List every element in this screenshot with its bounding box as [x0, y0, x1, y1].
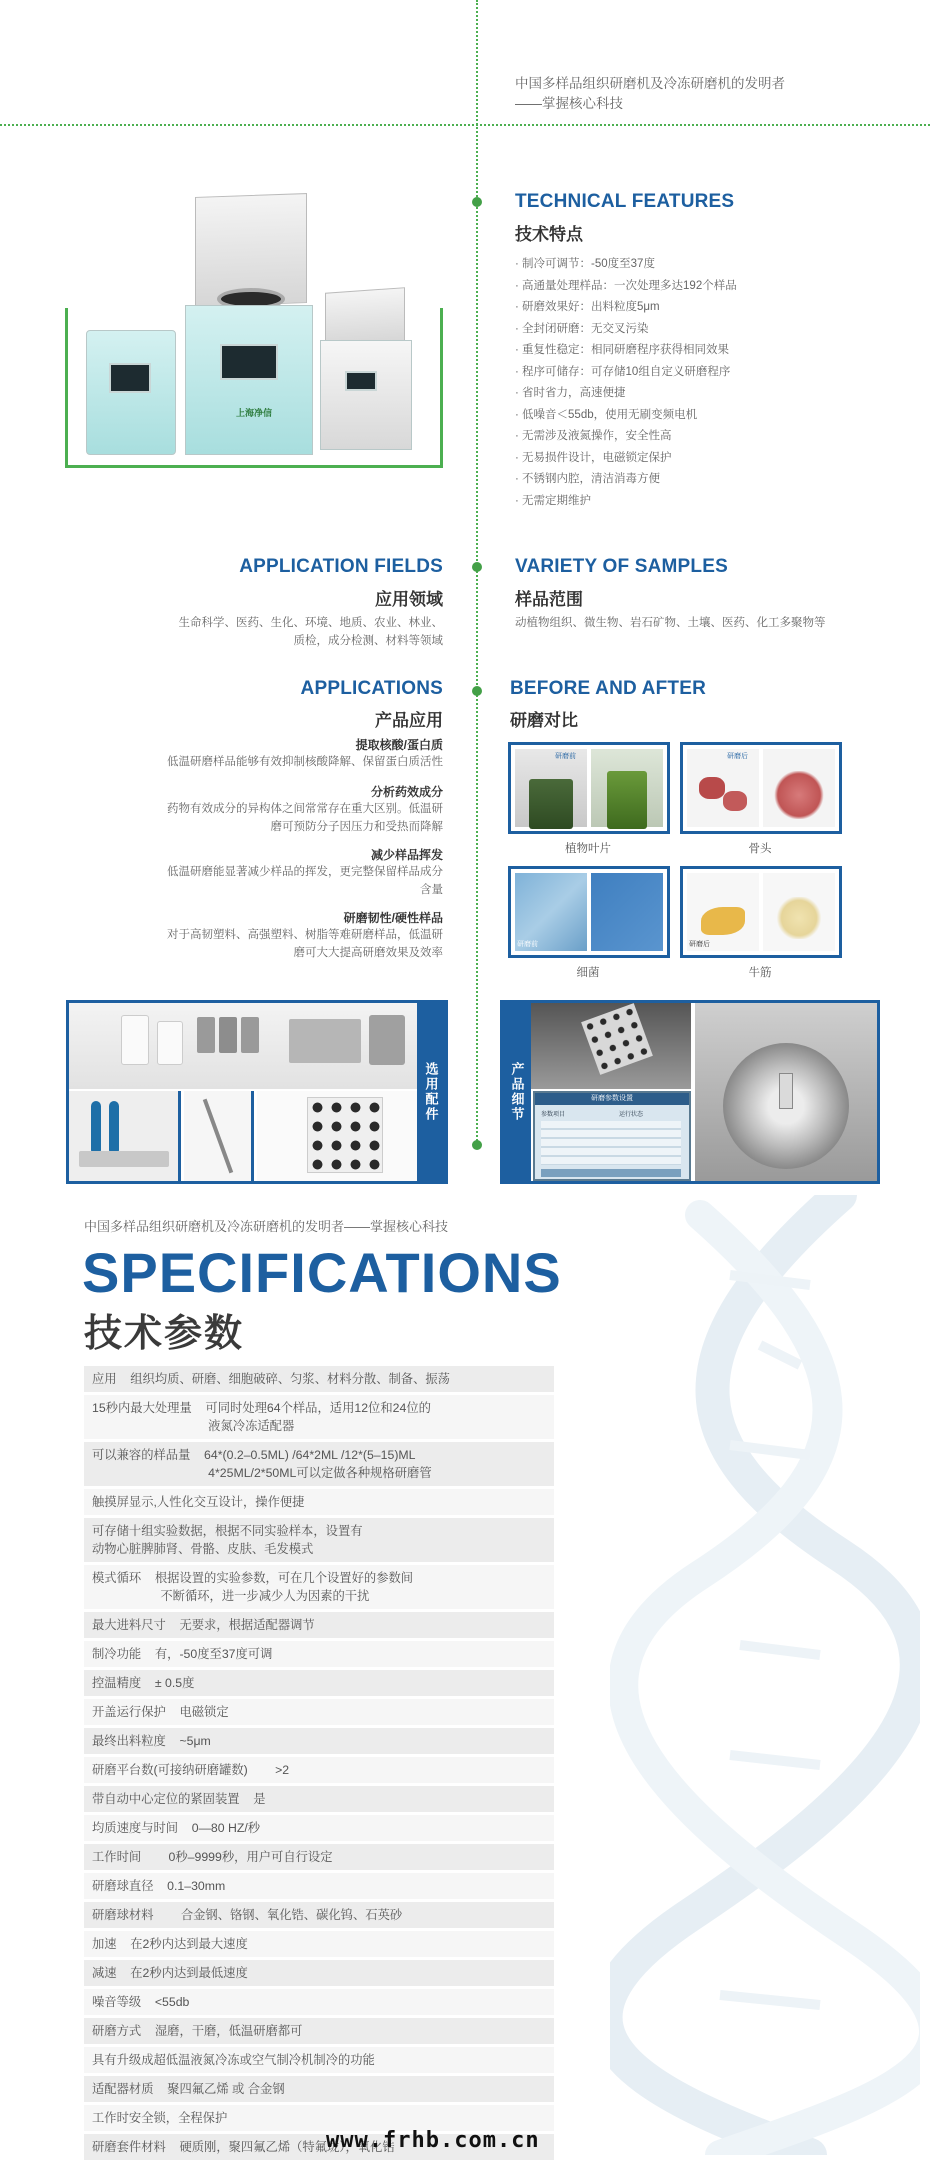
machine-logo: 上海净信: [236, 408, 273, 418]
sample-after-image: [763, 873, 835, 951]
application-fields-title-cn: 应用领域: [375, 590, 443, 609]
label-after: 研磨后: [727, 753, 748, 760]
tagline-line-2: ——掌握核心科技: [515, 96, 623, 111]
small-machine: [86, 330, 176, 455]
application-fields-text: [179, 614, 444, 650]
specifications-title-en: SPECIFICATIONS: [82, 1241, 562, 1304]
timeline-dot: [472, 1140, 482, 1150]
spec-row: 可存储十组实验数据，根据不同实验样本，设置有 动物心脏脾肺肾、骨骼、皮肤、毛发模式: [84, 1518, 554, 1562]
application-desc: 低温研磨能显著减少样品的挥发，更完整保留样品成分: [167, 866, 443, 878]
product-details-panel: [500, 1000, 880, 1184]
product-details-tab-label: 产品细节: [503, 1003, 531, 1181]
application-desc: 药物有效成分的异构体之间常常存在重大区别。低温研: [167, 803, 443, 815]
feature-item: · 重复性稳定：相同研磨程序获得相同效果: [515, 340, 737, 362]
spec-row: 均质速度与时间 0—80 HZ/秒: [84, 1815, 554, 1841]
spec-row: 减速 在2秒内达到最低速度: [84, 1960, 554, 1986]
accessories-tubes-image: [69, 1091, 181, 1181]
spec-row: 工作时间 0秒–9999秒，用户可自行设定: [84, 1844, 554, 1870]
header-tagline: [515, 74, 785, 114]
timeline-dot: [472, 686, 482, 696]
spec-row: 控温精度 ± 0.5度: [84, 1670, 554, 1696]
dna-helix-graphic: [610, 1195, 920, 2155]
feature-item: · 程序可储存：可存储10组自定义研磨程序: [515, 362, 737, 384]
before-after-sample-bacteria: [508, 866, 670, 958]
sample-before-image: [515, 749, 587, 827]
main-machine: [185, 305, 313, 455]
application-desc: 含量: [420, 884, 443, 896]
screen-column-1: 参数项目: [541, 1112, 566, 1118]
spec-row: 研磨平台数(可接纳研磨罐数) >2: [84, 1757, 554, 1783]
application-desc: 磨可大大提高研磨效果及效率: [293, 947, 443, 959]
spec-row: 研磨球材料 合金钢、铬钢、氧化锆、碳化钨、石英砂: [84, 1902, 554, 1928]
accessories-tool-image: [184, 1091, 254, 1181]
spec-row: 最大进料尺寸 无要求，根据适配器调节: [84, 1612, 554, 1638]
variety-of-samples-title-en: VARIETY OF SAMPLES: [515, 556, 728, 577]
application-fields-title-en: APPLICATION FIELDS: [239, 556, 443, 577]
sample-after-image: [591, 873, 663, 951]
applications-list: [113, 736, 443, 962]
right-machine: [320, 340, 412, 450]
application-desc: 磨可预防分子因压力和受热而降解: [270, 821, 443, 833]
sample-after-image: [763, 749, 835, 827]
touchscreen-image: [533, 1091, 691, 1181]
feature-item: · 低噪音＜55db，使用无刷变频电机: [515, 405, 737, 427]
variety-of-samples-title-cn: 样品范围: [515, 590, 583, 609]
technical-features-title-en: TECHNICAL FEATURES: [515, 191, 735, 212]
spec-row: 适配器材质 聚四氟乙烯 或 合金钢: [84, 2076, 554, 2102]
spec-row: 工作时安全锁，全程保护: [84, 2105, 554, 2131]
application-heading: 研磨韧性/硬性样品: [343, 911, 443, 925]
accessories-top-image: [69, 1003, 419, 1089]
spec-row: 开盖运行保护 电磁锁定: [84, 1699, 554, 1725]
application-heading: 提取核酸/蛋白质: [355, 738, 443, 752]
sample-caption: 植物叶片: [565, 843, 611, 855]
before-after-title-en: BEFORE AND AFTER: [510, 678, 707, 699]
application-desc: 低温研磨样品能够有效抑制核酸降解、保留蛋白质活性: [167, 756, 443, 768]
application-desc: 对于高韧塑料、高强塑料、树脂等难研磨样品，低温研: [167, 929, 443, 941]
spec-row: 研磨球直径 0.1–30mm: [84, 1873, 554, 1899]
spec-row: 噪音等级 <55db: [84, 1989, 554, 2015]
sample-after-image: [591, 749, 663, 827]
specifications-title-cn: 技术参数: [84, 1313, 245, 1355]
spec-row: 模式循环 根据设置的实验参数，可在几个设置好的参数间 不断循环，进一步减少人为因素的干扰: [84, 1565, 554, 1609]
chamber-closeup-image: [531, 1003, 691, 1089]
feature-item: · 全封闭研磨：无交叉污染: [515, 319, 737, 341]
before-after-sample-tendon: [680, 866, 842, 958]
accessories-panel: [66, 1000, 448, 1184]
machine-screen: [220, 344, 278, 380]
spec-row: 最终出料粒度 ~5μm: [84, 1728, 554, 1754]
tagline-line-1: 中国多样品组织研磨机及冷冻研磨机的发明者: [515, 76, 785, 91]
sample-caption: 骨头: [748, 843, 772, 855]
before-after-title-cn: 研磨对比: [510, 711, 578, 730]
accessories-adapter-image: [257, 1091, 419, 1181]
motor-closeup-image: [695, 1003, 877, 1181]
spec-row: 15秒内最大处理量 可同时处理64个样品，适用12位和24位的 液氮冷冻适配器: [84, 1395, 554, 1439]
before-after-sample-bone: [680, 742, 842, 834]
variety-of-samples-text: 动植物组织、微生物、岩石矿物、土壤、医药、化工多聚物等: [515, 617, 826, 629]
specifications-tagline: 中国多样品组织研磨机及冷冻研磨机的发明者——掌握核心科技: [84, 1219, 449, 1234]
header-divider-line: [0, 124, 930, 126]
timeline-vertical-line: [476, 0, 478, 1145]
footer-watermark-url: www.frhb.com.cn: [326, 2128, 540, 2153]
feature-item: · 高通量处理样品：一次处理多达192个样品: [515, 276, 737, 298]
feature-item: · 研磨效果好：出料粒度5μm: [515, 297, 737, 319]
sample-before-image: [687, 749, 759, 827]
spec-row: 研磨套件材料 硬质刚，聚四氟乙烯（特氟珑），氧化锆: [84, 2134, 554, 2160]
spec-row: 制冷功能 有，-50度至37度可调: [84, 1641, 554, 1667]
spec-row: 触摸屏显示,人性化交互设计，操作便捷: [84, 1489, 554, 1515]
feature-item: · 制冷可调节：-50度至37度: [515, 254, 737, 276]
before-after-sample-leaf: [508, 742, 670, 834]
spec-row: 带自动中心定位的紧固装置 是: [84, 1786, 554, 1812]
spec-row: 研磨方式 湿磨，干磨，低温研磨都可: [84, 2018, 554, 2044]
applications-title-en: APPLICATIONS: [300, 678, 443, 699]
feature-item: · 不锈钢内腔，清洁消毒方便: [515, 469, 737, 491]
technical-features-title-cn: 技术特点: [515, 225, 583, 244]
product-image: [80, 190, 440, 465]
specifications-table: [84, 1366, 554, 2162]
spec-row: 可以兼容的样品量 64*(0.2–0.5ML) /64*2ML /12*(5–15)ML 4*25ML/2*50ML可以定做各种规格研磨管: [84, 1442, 554, 1486]
feature-item: · 无需定期维护: [515, 491, 737, 513]
spec-row: 具有升级成超低温液氮冷冻或空气制冷机制冷的功能: [84, 2047, 554, 2073]
application-fields-line: 生命科学、医药、生化、环境、地质、农业、林业、: [178, 617, 443, 629]
label-before: 研磨前: [517, 941, 538, 948]
timeline-dot: [472, 197, 482, 207]
application-heading: 分析药效成分: [370, 785, 443, 799]
machine-lid: [325, 287, 405, 348]
screen-column-2: 运行状态: [619, 1112, 644, 1118]
technical-features-list: [515, 254, 737, 512]
machine-screen: [109, 363, 151, 393]
timeline-dot: [472, 562, 482, 572]
screen-title: 研磨参数设置: [535, 1093, 689, 1105]
application-fields-line: 质检，成分检测、材料等领域: [293, 635, 443, 647]
application-heading: 减少样品挥发: [370, 848, 443, 862]
spec-row: 加速 在2秒内达到最大速度: [84, 1931, 554, 1957]
feature-item: · 无需涉及液氮操作，安全性高: [515, 426, 737, 448]
label-before: 研磨前: [555, 753, 576, 760]
feature-item: · 无易损件设计，电磁锁定保护: [515, 448, 737, 470]
sample-caption: 牛筋: [748, 967, 772, 979]
accessories-tab-label: 选用配件: [417, 1003, 445, 1181]
label-after: 研磨后: [689, 941, 710, 948]
sample-caption: 细菌: [576, 967, 600, 979]
applications-title-cn: 产品应用: [375, 711, 443, 730]
feature-item: · 省时省力，高速便捷: [515, 383, 737, 405]
machine-screen: [345, 371, 377, 391]
spec-row: 应用 组织均质、研磨、细胞破碎、匀浆、材料分散、制备、振荡: [84, 1366, 554, 1392]
